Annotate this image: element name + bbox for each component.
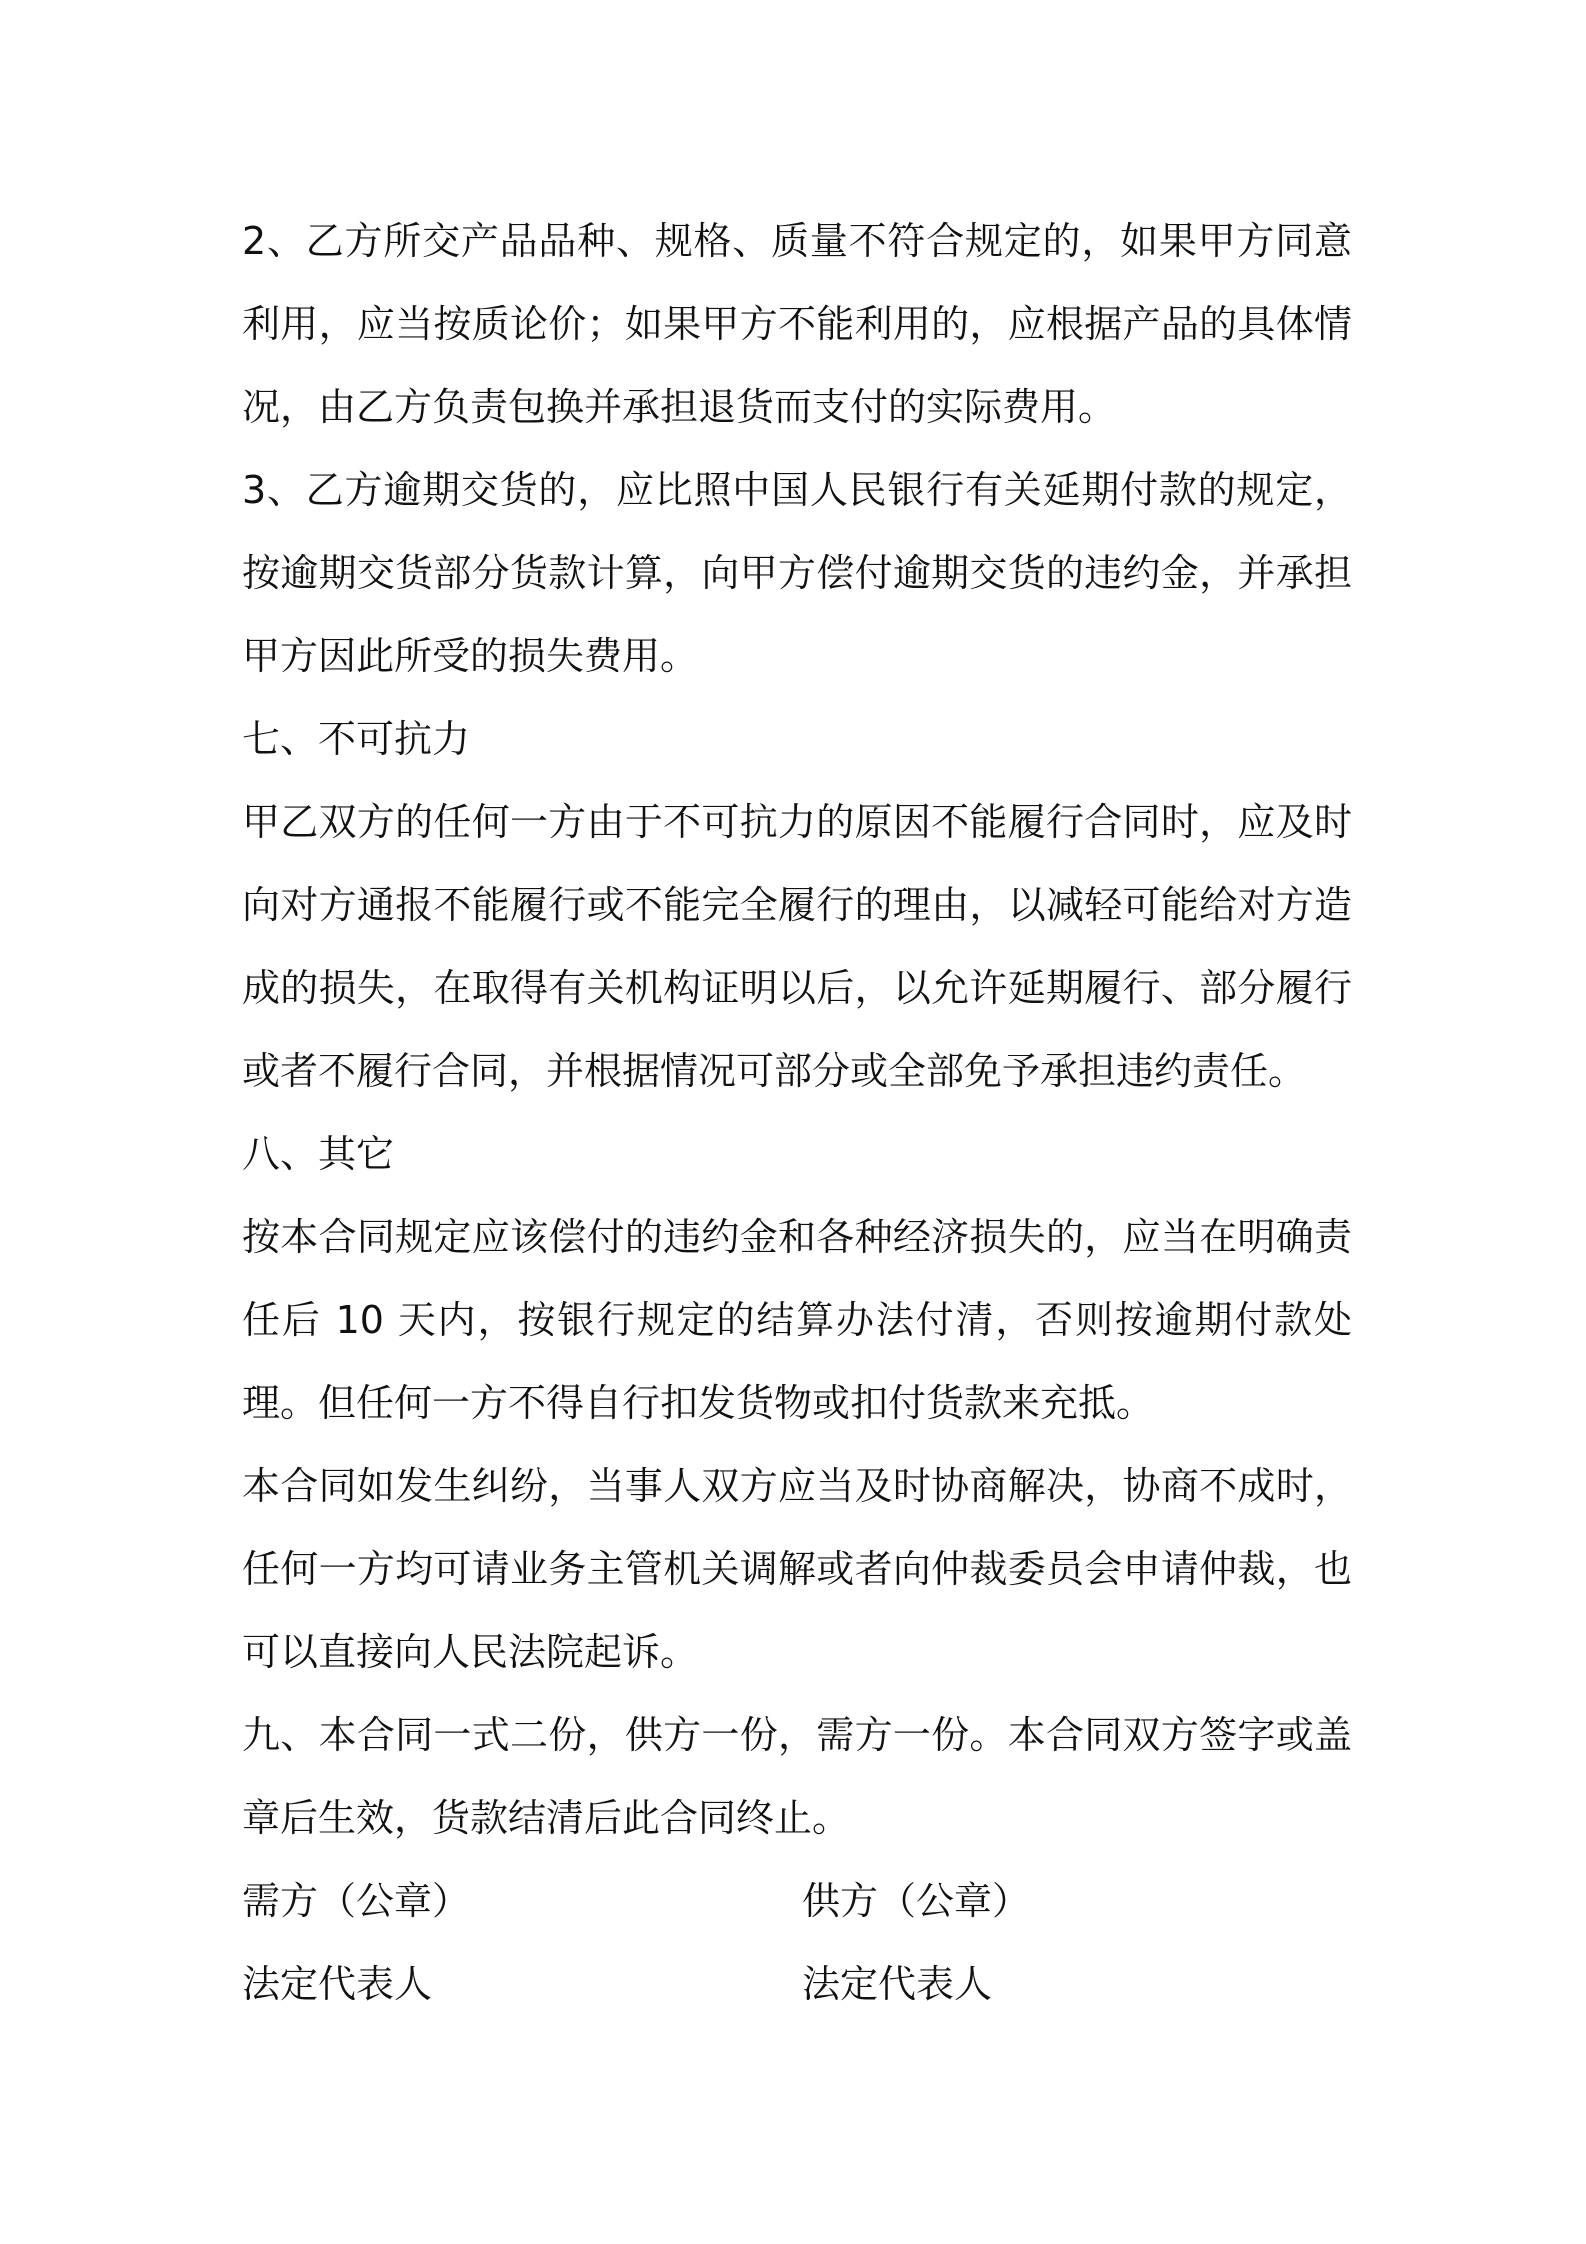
seller-representative-label: 法定代表人 <box>802 1962 993 2006</box>
seal-row <box>242 1860 1352 1943</box>
other-payment-text: 按本合同规定应该偿付的违约金和各种经济损失的，应当在明确责任后 10 天内，按银行规定的结算办法付清，否则按逾期付款处理。但任何一方不得自行扣发货物或扣付货款来充抵。 <box>242 1215 1352 1425</box>
section-heading-other: 八、其它 <box>242 1132 395 1176</box>
dispute-text: 本合同如发生纠纷，当事人双方应当及时协商解决，协商不成时，任何一方均可请业务主管机关调解或者向仲裁委员会申请仲裁，也可以直接向人民法院起诉。 <box>242 1464 1352 1674</box>
clause-2-quality: 2、乙方所交产品品种、规格、质量不符合规定的，如果甲方同意利用，应当按质论价；如果甲方不能利用的，应根据产品的具体情况，由乙方负责包换并承担退货而支付的实际费用。 <box>242 219 1352 429</box>
force-majeure-text: 甲乙双方的任何一方由于不可抗力的原因不能履行合同时，应及时向对方通报不能履行或不能完全履行的理由，以减轻可能给对方造成的损失，在取得有关机构证明以后，以允许延期履行、部分履行或者不履行合同，并根据情况可部分或全部免予承担违约责任。 <box>242 800 1352 1093</box>
representative-row <box>242 1943 1352 2026</box>
clause-3-late-delivery: 3、乙方逾期交货的，应比照中国人民银行有关延期付款的规定，按逾期交货部分货款计算，向甲方偿付逾期交货的违约金，并承担甲方因此所受的损失费用。 <box>242 468 1352 678</box>
seller-seal-label: 供方（公章） <box>802 1879 1031 1923</box>
buyer-seal-label: 需方（公章） <box>242 1879 471 1923</box>
document-page <box>242 200 1352 2026</box>
section-heading-force-majeure: 七、不可抗力 <box>242 717 471 761</box>
section-nine-copies: 九、本合同一式二份，供方一份，需方一份。本合同双方签字或盖章后生效，货款结清后此合同终止。 <box>242 1713 1352 1840</box>
buyer-representative-label: 法定代表人 <box>242 1962 433 2006</box>
